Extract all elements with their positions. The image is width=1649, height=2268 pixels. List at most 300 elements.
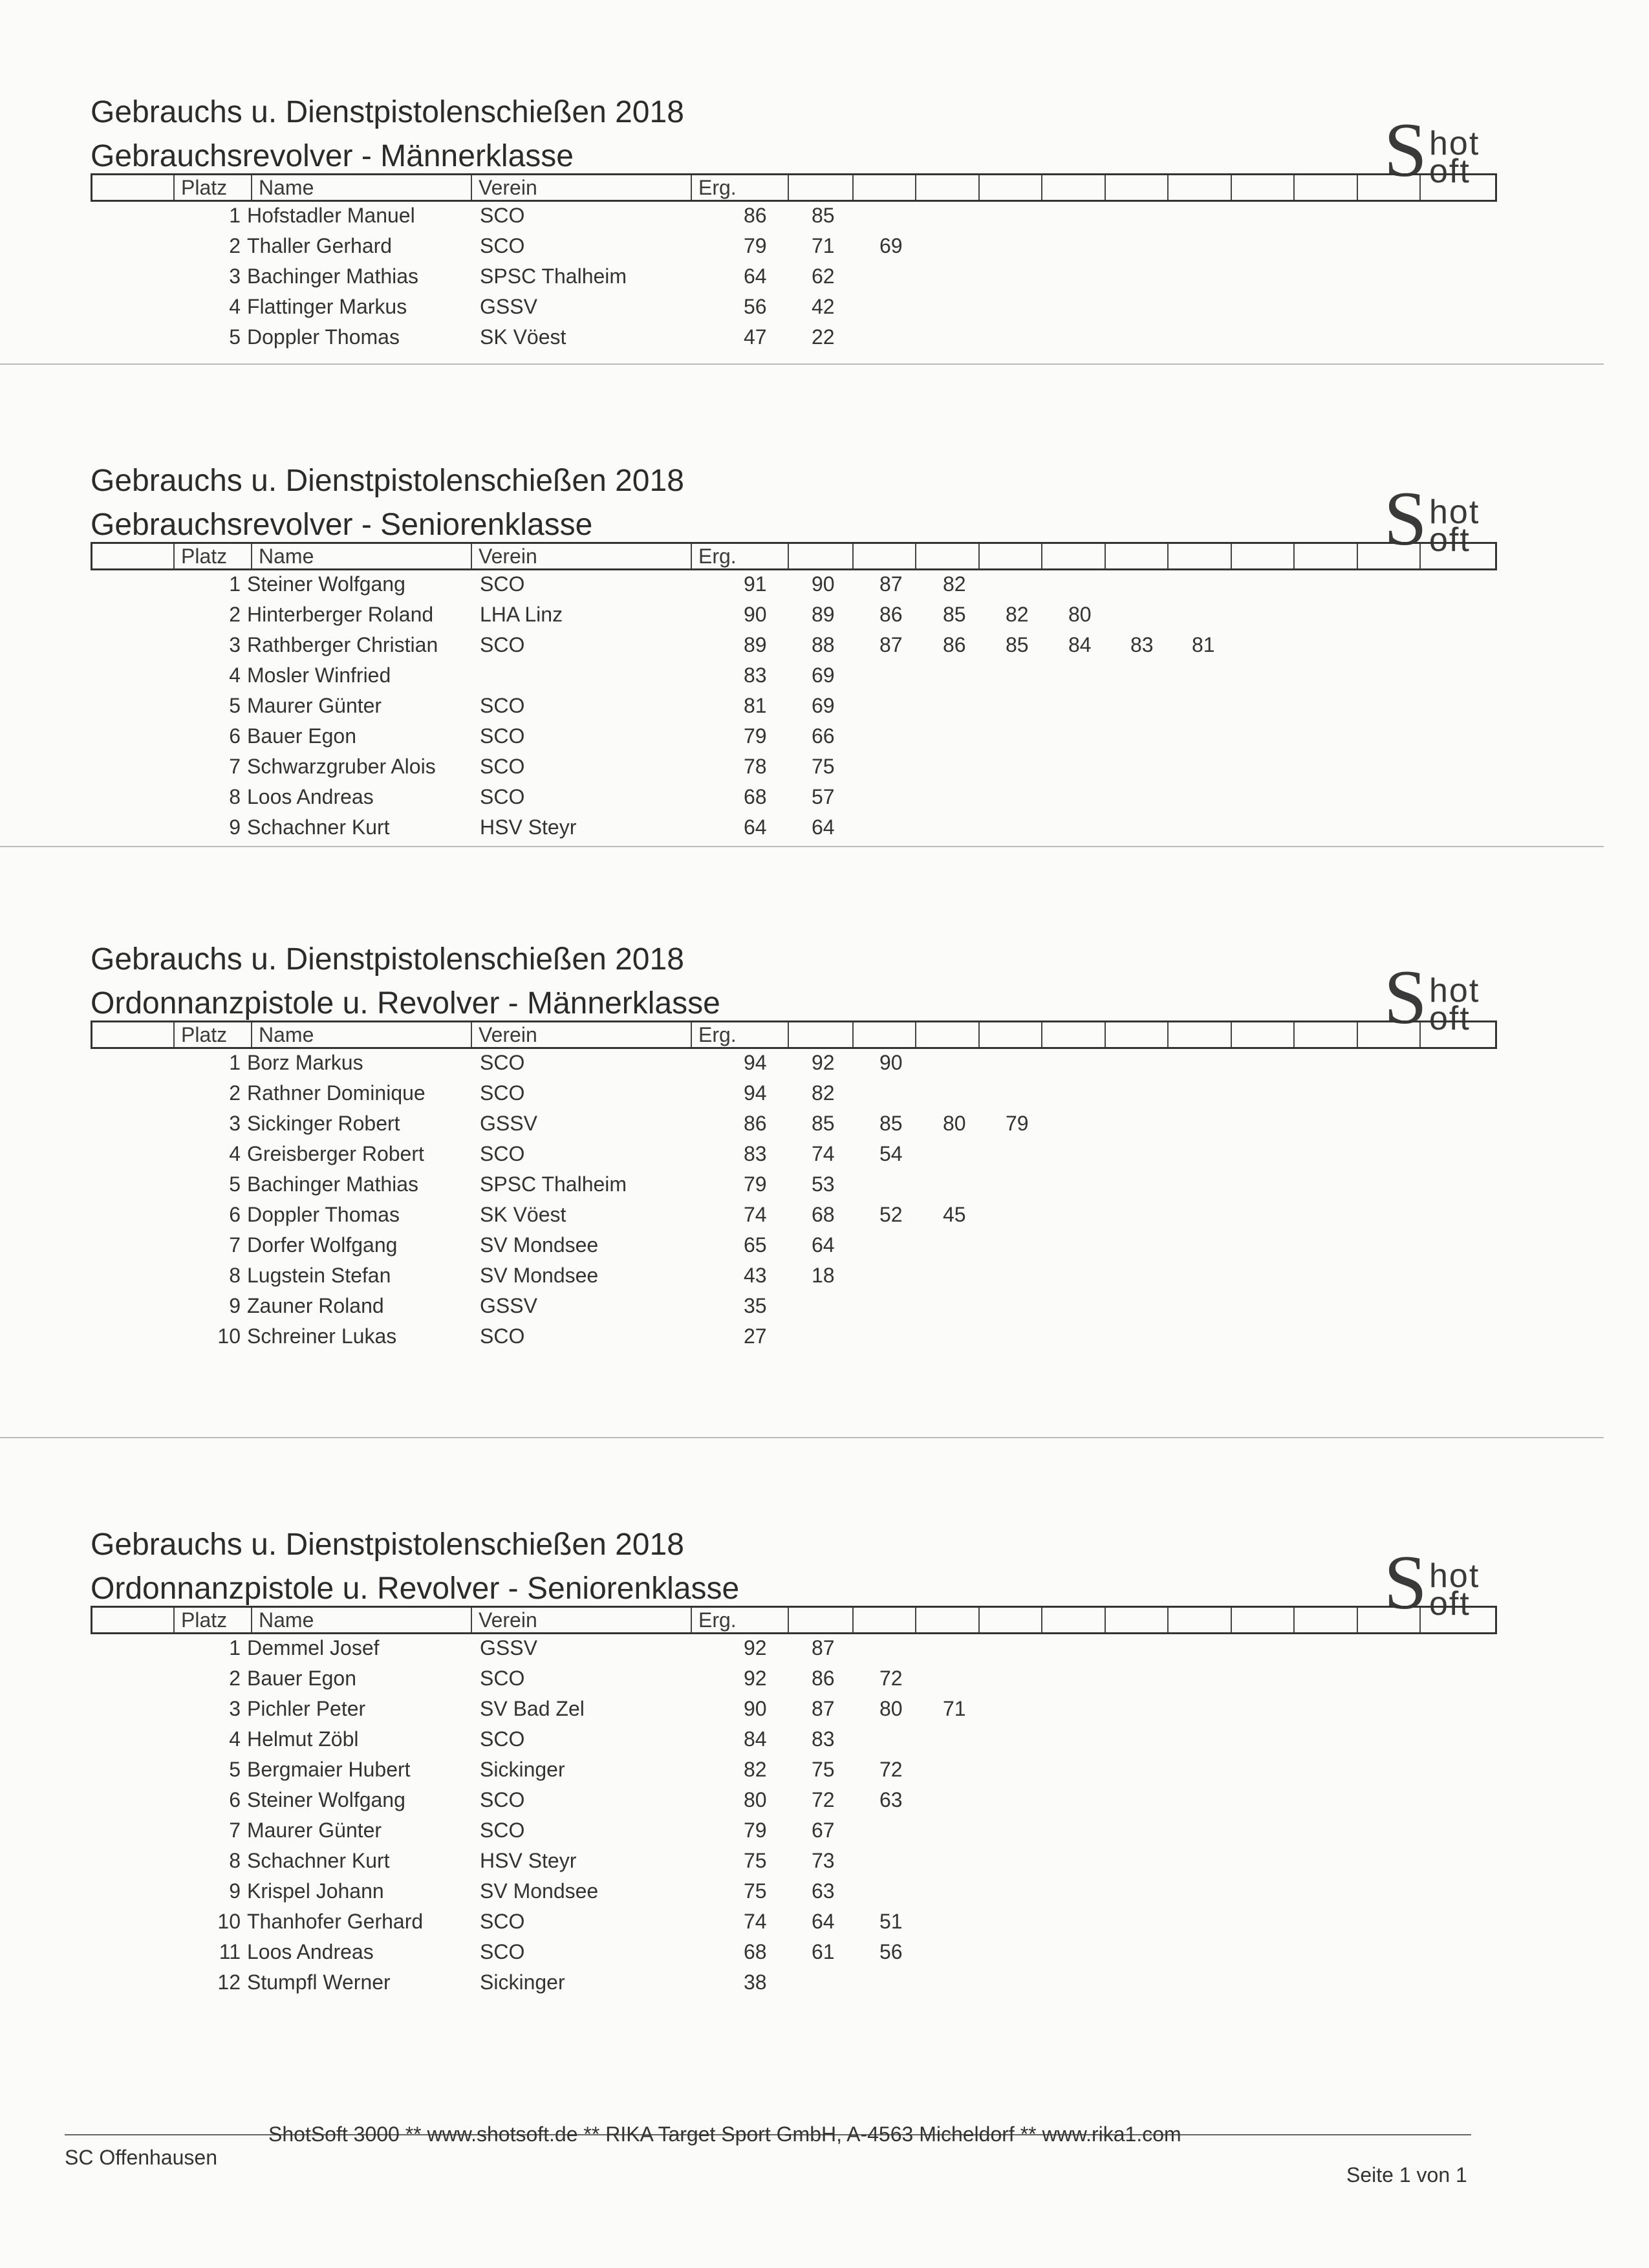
row-score: 72 xyxy=(879,1758,903,1781)
header-erg: Erg. xyxy=(691,175,737,200)
row-platz: 11 xyxy=(219,1940,241,1963)
row-verein: SCO xyxy=(480,234,525,257)
row-erg: 75 xyxy=(744,1879,767,1903)
header-empty-cell xyxy=(852,1022,860,1047)
row-platz: 1 xyxy=(229,572,241,596)
row-name: Loos Andreas xyxy=(247,1940,374,1963)
row-platz: 2 xyxy=(229,1667,241,1690)
row-erg: 79 xyxy=(744,1172,767,1196)
row-erg: 84 xyxy=(744,1727,767,1751)
row-score: 67 xyxy=(812,1819,835,1842)
row-score: 89 xyxy=(812,603,835,626)
header-empty-cell xyxy=(1231,1022,1238,1047)
row-name: Mosler Winfried xyxy=(247,664,391,687)
row-name: Bachinger Mathias xyxy=(247,265,419,288)
header-empty-cell xyxy=(1105,1022,1112,1047)
result-row xyxy=(0,1081,1552,1111)
row-score: 53 xyxy=(812,1172,835,1196)
row-platz: 4 xyxy=(229,1727,241,1751)
row-score: 83 xyxy=(1130,633,1154,656)
row-erg: 74 xyxy=(744,1203,767,1226)
header-empty-cell xyxy=(1167,175,1175,200)
row-score: 45 xyxy=(943,1203,966,1226)
row-name: Doppler Thomas xyxy=(247,1203,400,1226)
row-name: Hofstadler Manuel xyxy=(247,204,415,227)
row-erg: 83 xyxy=(744,664,767,687)
header-empty-cell xyxy=(915,175,923,200)
result-row xyxy=(0,1233,1552,1263)
header-empty-cell xyxy=(1041,544,1049,568)
logo-text-top: hot xyxy=(1429,493,1480,531)
header-name: Name xyxy=(251,1608,314,1632)
row-name: Helmut Zöbl xyxy=(247,1727,359,1751)
header-empty-cell xyxy=(1041,1022,1049,1047)
result-row xyxy=(0,572,1552,602)
row-verein: SCO xyxy=(480,1081,525,1105)
header-empty-cell xyxy=(1293,175,1301,200)
row-platz: 1 xyxy=(229,1636,241,1659)
result-row xyxy=(0,603,1552,632)
row-name: Schachner Kurt xyxy=(247,815,390,839)
table-header xyxy=(91,173,1497,202)
header-empty-cell xyxy=(1231,544,1238,568)
row-verein: GSSV xyxy=(480,1294,537,1317)
row-erg: 27 xyxy=(744,1324,767,1348)
result-row xyxy=(0,1203,1552,1233)
header-empty-cell xyxy=(788,1022,795,1047)
result-row xyxy=(0,633,1552,663)
row-score: 22 xyxy=(812,325,835,349)
row-score: 86 xyxy=(943,633,966,656)
result-row xyxy=(0,1849,1552,1879)
row-platz: 12 xyxy=(217,1971,241,1994)
row-verein: GSSV xyxy=(480,1636,537,1659)
row-score: 85 xyxy=(1006,633,1029,656)
row-score: 68 xyxy=(812,1203,835,1226)
row-platz: 3 xyxy=(229,1112,241,1135)
header-empty-cell xyxy=(1419,544,1427,568)
header-verein: Verein xyxy=(471,1022,537,1047)
row-name: Greisberger Robert xyxy=(247,1142,424,1165)
row-score: 57 xyxy=(812,785,835,808)
row-score: 71 xyxy=(943,1697,966,1720)
header-empty-cell xyxy=(978,175,986,200)
row-name: Borz Markus xyxy=(247,1051,363,1074)
row-verein: SCO xyxy=(480,572,525,596)
row-platz: 7 xyxy=(229,1233,241,1257)
row-verein: SPSC Thalheim xyxy=(480,1172,627,1196)
row-erg: 75 xyxy=(744,1849,767,1872)
row-score: 82 xyxy=(812,1081,835,1105)
row-platz: 6 xyxy=(229,1203,241,1226)
row-erg: 83 xyxy=(744,1142,767,1165)
header-verein: Verein xyxy=(471,1608,537,1632)
header-empty-cell xyxy=(978,544,986,568)
row-erg: 86 xyxy=(744,1112,767,1135)
row-name: Doppler Thomas xyxy=(247,325,400,349)
row-score: 80 xyxy=(1068,603,1092,626)
row-verein: SCO xyxy=(480,785,525,808)
header-verein: Verein xyxy=(471,175,537,200)
row-erg: 94 xyxy=(744,1081,767,1105)
result-row xyxy=(0,785,1552,815)
row-score: 88 xyxy=(812,633,835,656)
row-erg: 56 xyxy=(744,295,767,318)
result-row xyxy=(0,1727,1552,1757)
result-row xyxy=(0,1636,1552,1666)
row-score: 86 xyxy=(812,1667,835,1690)
footer-page-number: Seite 1 von 1 xyxy=(1346,2163,1467,2187)
row-platz: 9 xyxy=(229,815,241,839)
row-erg: 79 xyxy=(744,1819,767,1842)
row-verein: SCO xyxy=(480,1910,525,1933)
row-verein: GSSV xyxy=(480,295,537,318)
row-score: 69 xyxy=(879,234,903,257)
row-name: Steiner Wolfgang xyxy=(247,572,405,596)
row-score: 56 xyxy=(879,1940,903,1963)
header-empty-cell xyxy=(1231,175,1238,200)
row-name: Hinterberger Roland xyxy=(247,603,434,626)
row-verein: Sickinger xyxy=(480,1758,565,1781)
row-score: 85 xyxy=(812,1112,835,1135)
row-platz: 1 xyxy=(229,1051,241,1074)
row-erg: 64 xyxy=(744,265,767,288)
row-platz: 3 xyxy=(229,1697,241,1720)
row-erg: 68 xyxy=(744,785,767,808)
result-row xyxy=(0,1264,1552,1293)
row-verein: SV Mondsee xyxy=(480,1264,599,1287)
result-row xyxy=(0,1910,1552,1939)
row-platz: 9 xyxy=(229,1879,241,1903)
row-platz: 10 xyxy=(217,1910,241,1933)
header-empty-cell xyxy=(1105,1608,1112,1632)
header-empty-cell xyxy=(852,1608,860,1632)
section-divider xyxy=(0,1437,1604,1438)
header-empty-cell xyxy=(1167,544,1175,568)
result-row xyxy=(0,1940,1552,1970)
header-platz: Platz xyxy=(173,544,227,568)
row-platz: 4 xyxy=(229,664,241,687)
row-verein: SCO xyxy=(480,1051,525,1074)
row-erg: 94 xyxy=(744,1051,767,1074)
row-verein: SCO xyxy=(480,694,525,717)
row-platz: 2 xyxy=(229,1081,241,1105)
header-platz: Platz xyxy=(173,1608,227,1632)
header-empty-cell xyxy=(1167,1608,1175,1632)
row-platz: 2 xyxy=(229,603,241,626)
section-title: Gebrauchs u. Dienstpistolenschießen 2018 xyxy=(91,942,684,977)
row-score: 69 xyxy=(812,694,835,717)
header-empty-cell xyxy=(1105,175,1112,200)
section-divider xyxy=(0,846,1604,847)
row-platz: 4 xyxy=(229,1142,241,1165)
row-platz: 2 xyxy=(229,234,241,257)
row-name: Bauer Egon xyxy=(247,724,357,748)
header-empty-cell xyxy=(1293,1022,1301,1047)
row-name: Krispel Johann xyxy=(247,1879,384,1903)
row-name: Rathner Dominique xyxy=(247,1081,426,1105)
row-score: 79 xyxy=(1006,1112,1029,1135)
result-row xyxy=(0,1879,1552,1909)
row-platz: 5 xyxy=(229,694,241,717)
row-score: 64 xyxy=(812,815,835,839)
row-name: Steiner Wolfgang xyxy=(247,1788,405,1811)
header-empty-cell xyxy=(1419,1608,1427,1632)
row-name: Bauer Egon xyxy=(247,1667,357,1690)
row-score: 83 xyxy=(812,1727,835,1751)
row-score: 63 xyxy=(812,1879,835,1903)
row-verein: SCO xyxy=(480,204,525,227)
result-row xyxy=(0,1051,1552,1081)
row-score: 80 xyxy=(879,1697,903,1720)
row-verein: SCO xyxy=(480,1727,525,1751)
header-erg: Erg. xyxy=(691,544,737,568)
row-erg: 78 xyxy=(744,755,767,778)
row-verein: SCO xyxy=(480,1940,525,1963)
header-empty-cell xyxy=(1293,544,1301,568)
row-erg: 38 xyxy=(744,1971,767,1994)
row-score: 72 xyxy=(879,1667,903,1690)
row-score: 85 xyxy=(943,603,966,626)
row-name: Thaller Gerhard xyxy=(247,234,393,257)
row-erg: 80 xyxy=(744,1788,767,1811)
header-empty-cell xyxy=(1357,1608,1364,1632)
row-name: Stumpfl Werner xyxy=(247,1971,391,1994)
row-score: 87 xyxy=(879,633,903,656)
row-name: Flattinger Markus xyxy=(247,295,407,318)
row-score: 64 xyxy=(812,1910,835,1933)
result-row xyxy=(0,234,1552,264)
header-name: Name xyxy=(251,544,314,568)
row-platz: 6 xyxy=(229,724,241,748)
row-score: 86 xyxy=(879,603,903,626)
row-platz: 5 xyxy=(229,325,241,349)
row-verein: SCO xyxy=(480,633,525,656)
table-header xyxy=(91,1606,1497,1634)
row-name: Maurer Günter xyxy=(247,694,382,717)
header-empty-cell xyxy=(1357,544,1364,568)
result-row xyxy=(0,204,1552,233)
header-empty-cell xyxy=(915,1022,923,1047)
logo-letter: S xyxy=(1384,107,1427,193)
header-empty-cell xyxy=(1105,544,1112,568)
header-erg: Erg. xyxy=(691,1022,737,1047)
logo-letter: S xyxy=(1384,954,1427,1040)
section-title: Gebrauchs u. Dienstpistolenschießen 2018 xyxy=(91,95,684,129)
header-verein: Verein xyxy=(471,544,537,568)
result-row xyxy=(0,1667,1552,1696)
row-erg: 74 xyxy=(744,1910,767,1933)
header-empty-cell xyxy=(915,544,923,568)
row-name: Sickinger Robert xyxy=(247,1112,400,1135)
header-empty-cell xyxy=(1167,1022,1175,1047)
row-name: Bachinger Mathias xyxy=(247,1172,419,1196)
row-name: Thanhofer Gerhard xyxy=(247,1910,424,1933)
section-subtitle: Gebrauchsrevolver - Männerklasse xyxy=(91,139,574,173)
row-name: Rathberger Christian xyxy=(247,633,438,656)
logo-letter: S xyxy=(1384,475,1427,561)
header-empty-cell xyxy=(788,544,795,568)
result-row xyxy=(0,325,1552,355)
header-empty-cell xyxy=(978,1022,986,1047)
header-platz: Platz xyxy=(173,1022,227,1047)
footer-credits: ShotSoft 3000 ** www.shotsoft.de ** RIKA Target Sport GmbH, A-4563 Micheldorf ** www.rika1.com xyxy=(268,2122,1181,2146)
row-verein: Sickinger xyxy=(480,1971,565,1994)
row-verein: SCO xyxy=(480,1788,525,1811)
logo-text-bottom: oft xyxy=(1429,1000,1471,1037)
row-verein: SCO xyxy=(480,1324,525,1348)
row-verein: SPSC Thalheim xyxy=(480,265,627,288)
row-verein: SK Vöest xyxy=(480,325,566,349)
row-score: 92 xyxy=(812,1051,835,1074)
row-score: 64 xyxy=(812,1233,835,1257)
result-row xyxy=(0,664,1552,693)
row-verein: HSV Steyr xyxy=(480,815,577,839)
row-name: Demmel Josef xyxy=(247,1636,380,1659)
row-score: 87 xyxy=(812,1697,835,1720)
row-score: 52 xyxy=(879,1203,903,1226)
logo-text-bottom: oft xyxy=(1429,1585,1471,1623)
row-erg: 47 xyxy=(744,325,767,349)
row-name: Schwarzgruber Alois xyxy=(247,755,436,778)
header-empty-cell xyxy=(1041,175,1049,200)
row-score: 42 xyxy=(812,295,835,318)
row-verein: GSSV xyxy=(480,1112,537,1135)
header-empty-cell xyxy=(1041,1608,1049,1632)
row-score: 90 xyxy=(812,572,835,596)
row-platz: 5 xyxy=(229,1172,241,1196)
result-row xyxy=(0,1324,1552,1354)
row-score: 69 xyxy=(812,664,835,687)
logo-letter: S xyxy=(1384,1539,1427,1625)
row-verein: LHA Linz xyxy=(480,603,563,626)
row-score: 80 xyxy=(943,1112,966,1135)
result-row xyxy=(0,265,1552,294)
header-empty-cell xyxy=(1231,1608,1238,1632)
row-verein: SV Mondsee xyxy=(480,1233,599,1257)
section-subtitle: Gebrauchsrevolver - Seniorenklasse xyxy=(91,508,593,542)
header-name: Name xyxy=(251,175,314,200)
row-platz: 8 xyxy=(229,1264,241,1287)
row-platz: 7 xyxy=(229,755,241,778)
row-score: 81 xyxy=(1192,633,1215,656)
row-platz: 6 xyxy=(229,1788,241,1811)
row-score: 84 xyxy=(1068,633,1092,656)
section-subtitle: Ordonnanzpistole u. Revolver - Männerklasse xyxy=(91,986,720,1021)
header-platz: Platz xyxy=(173,175,227,200)
table-header xyxy=(91,542,1497,570)
row-score: 66 xyxy=(812,724,835,748)
row-score: 75 xyxy=(812,1758,835,1781)
row-erg: 82 xyxy=(744,1758,767,1781)
row-score: 85 xyxy=(812,204,835,227)
row-score: 63 xyxy=(879,1788,903,1811)
result-row xyxy=(0,1697,1552,1727)
row-verein: SK Vöest xyxy=(480,1203,566,1226)
row-score: 87 xyxy=(879,572,903,596)
row-platz: 1 xyxy=(229,204,241,227)
result-row xyxy=(0,1758,1552,1787)
row-verein: HSV Steyr xyxy=(480,1849,577,1872)
row-score: 18 xyxy=(812,1264,835,1287)
row-erg: 68 xyxy=(744,1940,767,1963)
result-row xyxy=(0,1294,1552,1324)
logo-text-top: hot xyxy=(1429,125,1480,162)
row-name: Dorfer Wolfgang xyxy=(247,1233,398,1257)
row-score: 74 xyxy=(812,1142,835,1165)
row-platz: 4 xyxy=(229,295,241,318)
row-erg: 43 xyxy=(744,1264,767,1287)
row-name: Schachner Kurt xyxy=(247,1849,390,1872)
logo-text-bottom: oft xyxy=(1429,153,1471,190)
row-verein: SCO xyxy=(480,755,525,778)
header-empty-cell xyxy=(1419,175,1427,200)
result-row xyxy=(0,1971,1552,2000)
result-row xyxy=(0,1172,1552,1202)
table-header xyxy=(91,1021,1497,1049)
row-erg: 35 xyxy=(744,1294,767,1317)
row-verein: SCO xyxy=(480,1142,525,1165)
row-erg: 92 xyxy=(744,1636,767,1659)
row-name: Schreiner Lukas xyxy=(247,1324,397,1348)
row-platz: 5 xyxy=(229,1758,241,1781)
header-name: Name xyxy=(251,1022,314,1047)
result-row xyxy=(0,694,1552,724)
result-row xyxy=(0,724,1552,754)
header-erg: Erg. xyxy=(691,1608,737,1632)
row-platz: 3 xyxy=(229,633,241,656)
row-verein: SCO xyxy=(480,724,525,748)
logo-text-top: hot xyxy=(1429,1557,1480,1595)
footer-club: SC Offenhausen xyxy=(65,2146,218,2169)
row-erg: 79 xyxy=(744,724,767,748)
row-erg: 65 xyxy=(744,1233,767,1257)
row-score: 73 xyxy=(812,1849,835,1872)
row-name: Zauner Roland xyxy=(247,1294,384,1317)
row-score: 71 xyxy=(812,234,835,257)
header-empty-cell xyxy=(852,544,860,568)
row-platz: 9 xyxy=(229,1294,241,1317)
row-score: 61 xyxy=(812,1940,835,1963)
logo-text-top: hot xyxy=(1429,972,1480,1010)
row-name: Lugstein Stefan xyxy=(247,1264,391,1287)
row-erg: 92 xyxy=(744,1667,767,1690)
row-score: 82 xyxy=(1006,603,1029,626)
row-platz: 7 xyxy=(229,1819,241,1842)
header-empty-cell xyxy=(1419,1022,1427,1047)
section-title: Gebrauchs u. Dienstpistolenschießen 2018 xyxy=(91,1528,684,1562)
result-row xyxy=(0,755,1552,784)
row-platz: 10 xyxy=(217,1324,241,1348)
section-title: Gebrauchs u. Dienstpistolenschießen 2018 xyxy=(91,464,684,498)
header-empty-cell xyxy=(1357,175,1364,200)
row-verein: SCO xyxy=(480,1667,525,1690)
row-erg: 91 xyxy=(744,572,767,596)
row-erg: 79 xyxy=(744,234,767,257)
row-score: 85 xyxy=(879,1112,903,1135)
row-erg: 81 xyxy=(744,694,767,717)
row-erg: 64 xyxy=(744,815,767,839)
result-row xyxy=(0,815,1552,845)
row-score: 72 xyxy=(812,1788,835,1811)
row-erg: 86 xyxy=(744,204,767,227)
section-divider xyxy=(0,363,1604,365)
row-name: Bergmaier Hubert xyxy=(247,1758,411,1781)
result-row xyxy=(0,1788,1552,1818)
result-row xyxy=(0,1112,1552,1141)
row-score: 51 xyxy=(879,1910,903,1933)
header-empty-cell xyxy=(1293,1608,1301,1632)
